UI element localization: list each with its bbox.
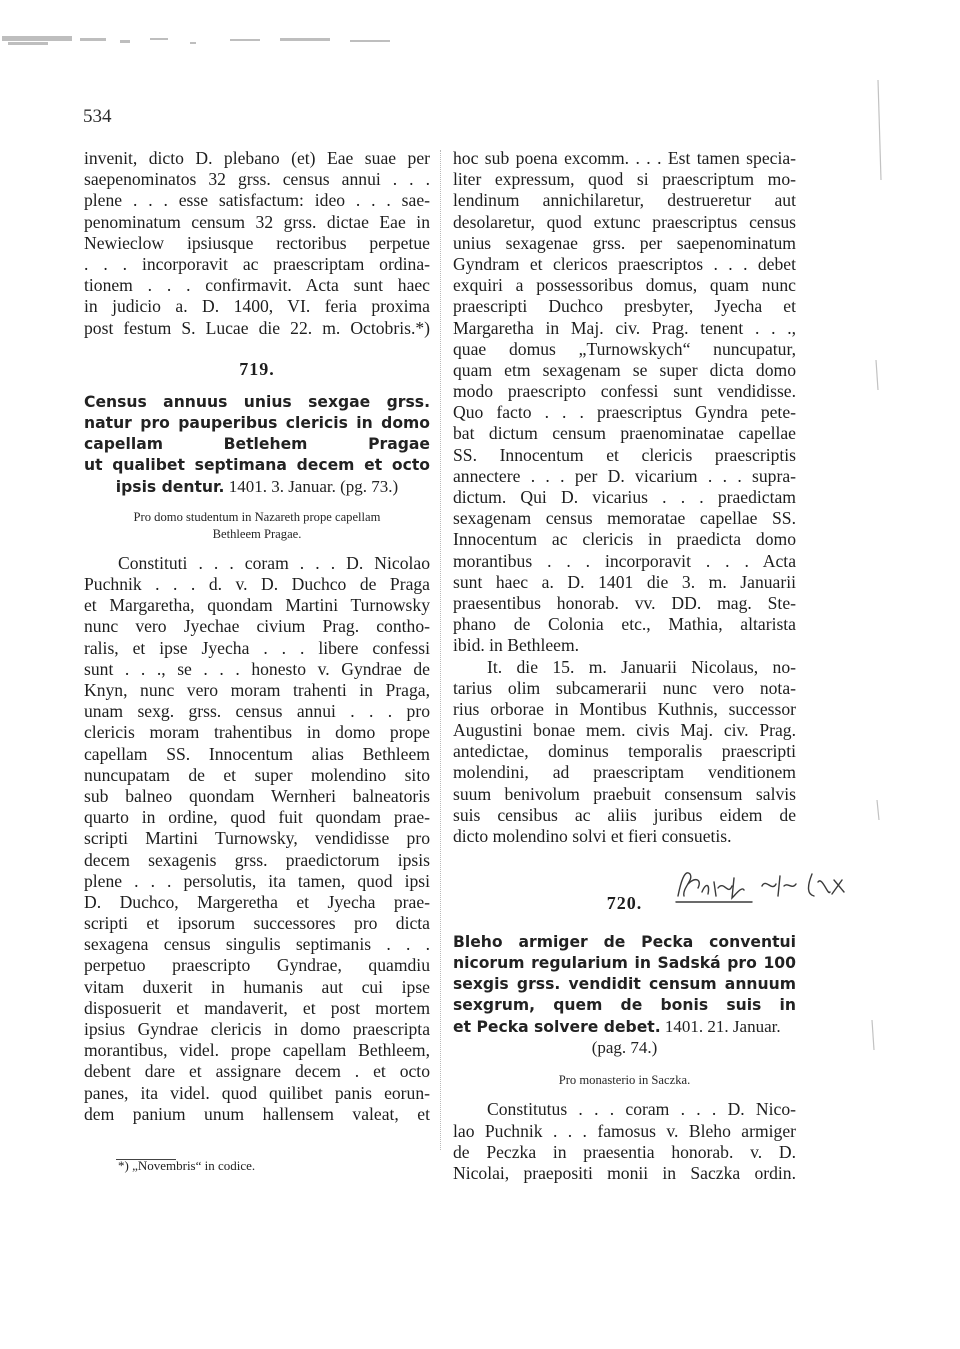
text-line: . . . incorporavit ac praescriptam ordina- [84,253,430,274]
heading-line: capellam Betlehem Pragae [84,434,430,453]
text-line: unam sexg. grss. census annui . . . pro [84,701,430,722]
text-line: molendini, ad praescriptam venditionem [453,762,796,783]
text-line: dem panium unum hallensem valeat, et [84,1103,430,1124]
left-paragraph-1 [84,148,430,339]
text-line: sexagenam census memoratae capellae SS. [453,508,796,529]
text-line: nuncupatam de et super molendino sito [84,764,430,785]
entry-720-heading [453,932,796,1058]
text-line: morantibus, videl. prope capellam Bethleem, [84,1040,430,1061]
text-line: clericis moram trahentibus in domo prope [84,722,430,743]
text-line: antedictae, dominus temporalis praescripti [453,741,796,762]
text-line: lendinum annichilaretur, destrueretur aut [453,190,796,211]
text-line: sexagena census singulis septimanis . . . [84,934,430,955]
text-line: scripti Martini Turnowsky, vendidisse pro [84,828,430,849]
heading-line: ut qualibet septimana decem et octo [84,455,430,474]
text-line: Innocentum ac clericis in praedicta domo [453,529,796,550]
text-line: tarius olim subcamerarii nunc vero nota- [453,677,796,698]
text-line: lao Puchnik . . . famosus v. Bleho armiger [453,1120,796,1141]
text-line: perpetuo praescripto Gyndrae, quamdiu [84,955,430,976]
right-paragraph-2 [453,657,796,848]
text-line: morantibus . . . incorporavit . . . Acta [453,550,796,571]
text-line: hoc sub poena excomm. . . . Est tamen specia- [453,148,796,168]
text-line: Margaretha in Maj. civ. Prag. tenent . . ., [453,317,796,338]
heading-bold-part: ipsis dentur. [115,477,225,496]
text-line: ipsius Gyndrae clericis in domo praescripta [84,1019,430,1040]
entry-number-720: 720. [606,893,643,914]
text-line: suis censibus ac aliis juribus eidem de [453,804,796,825]
text-line: rius orborae in Montibus Kuthnis, successor [453,698,796,719]
scan-edge-artifact [848,60,888,1280]
text-line: unius sexagenae grss. per saepenominatum [453,232,796,253]
text-line: Nicolai, praepositi monii in Saczka ordin. [453,1162,796,1183]
text-line: phano de Colonia etc., Mathia, altarista [453,614,796,635]
text-line: Augustini bonae mem. civis Maj. civ. Prag. [453,720,796,741]
text-line: SS. Innocentum et clericis praescriptis [453,444,796,465]
text-line: panes, ita videl. quod quilibet panis eorun- [84,1082,430,1103]
heading-line: sexgis grss. vendidit censum annuum [453,975,796,994]
footnote: *) „Novembris“ in codice. [118,1158,256,1173]
text-line: disposuerit et mandaverit, et post mortem [84,997,430,1018]
text-line: praesentibus honorab. vv. DD. mag. Ste- [453,592,796,613]
text-line: ralis, et ipse Jyecha . . . libere confessi [84,637,430,658]
heading-line-date [453,1016,796,1037]
text-line: Quo facto . . . praescriptus Gyndra pete- [453,402,796,423]
text-line: praescripti Duchco presbyter, Jyecha et [453,296,796,317]
heading-line: Census annuus unius sexgae grss. [84,392,430,411]
left-paragraph-2 [84,553,430,1125]
heading-line: nicorum regularium in Sadská pro 100 [453,954,796,973]
heading-date-part: 1401. 21. Januar. [660,1017,781,1037]
text-line: vitam duxerit in humanis aut cui ipse [84,976,430,997]
subheading-line: Pro monasterio in Saczka. [558,1073,691,1088]
text-line: exquiri a possessoribus domus, quam nunc [453,275,796,296]
heading-page-ref: (pag. 74.) [591,1038,658,1058]
text-line: invenit, dicto D. plebano (et) Eae suae per [84,148,430,168]
subheading-line: Bethleem Pragae. [212,526,302,541]
text-line: quae domus „Turnowskych“ nuncupatur, [453,338,796,359]
text-line: Constitutus . . . coram . . . D. Nico- [487,1099,796,1120]
text-line: debent dare et assignare decem . et octo [84,1061,430,1082]
heading-line-last [84,476,430,497]
text-line: sunt haec a. D. 1401 die 3. m. Januarii [453,571,796,592]
text-line: plene . . . persolutis, ita tamen, quod ipsi [84,870,430,891]
text-line: It. die 15. m. Januarii Nicolaus, no- [487,656,796,677]
text-line: bat dictum censum praenominatae capellae [453,423,796,444]
text-line: in judicio a. D. 1400, VI. feria proxima [84,296,430,317]
page-number: 534 [83,106,112,127]
heading-line: Bleho armiger de Pecka conventui [453,933,796,952]
text-line: saepenominatos 32 grss. census annui . . . [84,169,430,190]
heading-date-part: 1401. 3. Januar. (pg. 73.) [224,476,399,496]
text-line: Constituti . . . coram . . . D. Nicolao [118,552,430,573]
entry-719-subheading [84,509,430,543]
text-line: tionem . . . confirmavit. Acta sunt haec [84,275,430,296]
left-column [84,148,430,1125]
text-line: suum benivolum praebuit consensum salvis [453,783,796,804]
heading-line: sexgrum, quem de bonis suis in [453,996,796,1015]
text-line: liter expressum, quod si praescriptum mo- [453,169,796,190]
text-line: quam etm sexagenam se super dicta domo [453,359,796,380]
text-line: Newieclow ipsiusque rectoribus perpetue [84,232,430,253]
text-line: Knyn, nunc vero moram trahenti in Praga, [84,680,430,701]
text-line: D. Duchco, Margeretha et Jyecha prae- [84,891,430,912]
text-line: Puchnik . . . d. v. D. Duchco de Praga [84,574,430,595]
text-line: de Peczka in praesentia honorab. v. D. [453,1141,796,1162]
text-line: penominatum censum 32 grss. dictae Eae in [84,211,430,232]
right-paragraph-1 [453,148,796,657]
entry-number-719: 719. [239,358,275,379]
right-column [453,148,796,1184]
text-line: quarto in ordine, quod fuit quondam prae- [84,807,430,828]
entry-719-heading [84,392,430,497]
column-divider [440,150,442,1150]
text-line: capellam SS. Innocentum alias Bethleem [84,743,430,764]
right-paragraph-3 [453,1099,796,1184]
text-line: nunc vero Jyechae civium Prag. contho- [84,616,430,637]
text-line: annectere . . . per D. vicarium . . . supra- [453,465,796,486]
text-line: dictum. Qui D. vicarius . . . praedictam [453,487,796,507]
subheading-line: Pro domo studentum in Nazareth prope capellam [133,509,381,524]
text-line: scripti et ipsorum successores pro dicta [84,913,430,934]
handwritten-annotation [672,866,872,906]
text-line: dicto molendino solvi et fieri consuetis. [453,826,732,846]
scan-artifact [0,30,430,76]
text-line: sunt . . ., se . . . honesto v. Gyndrae de [84,658,430,679]
heading-line: natur pro pauperibus clericis in domo [84,413,430,432]
text-line: ibid. in Bethleem. [453,635,580,656]
text-line: modo praescripto confessi sunt vendidisse. [453,381,796,402]
text-line: post festum S. Lucae die 22. m. Octobris.*) [84,317,430,338]
heading-bold-part: et Pecka solvere debet. [453,1018,661,1037]
text-line: plene . . . esse satisfactum: ideo . . . sae- [84,190,430,211]
text-line: Gyndram et clericos praescriptos . . . debet [453,253,796,274]
text-line: sub balneo quondam Wernheri balneatoris [84,785,430,806]
entry-720-subheading [453,1072,796,1089]
text-line: et Margaretha, quondam Martini Turnowsky [84,595,430,616]
text-line: desolaretur, quod extunc praescriptus census [453,211,796,232]
text-line: decem sexagenis grss. praedictorum ipsis [84,849,430,870]
